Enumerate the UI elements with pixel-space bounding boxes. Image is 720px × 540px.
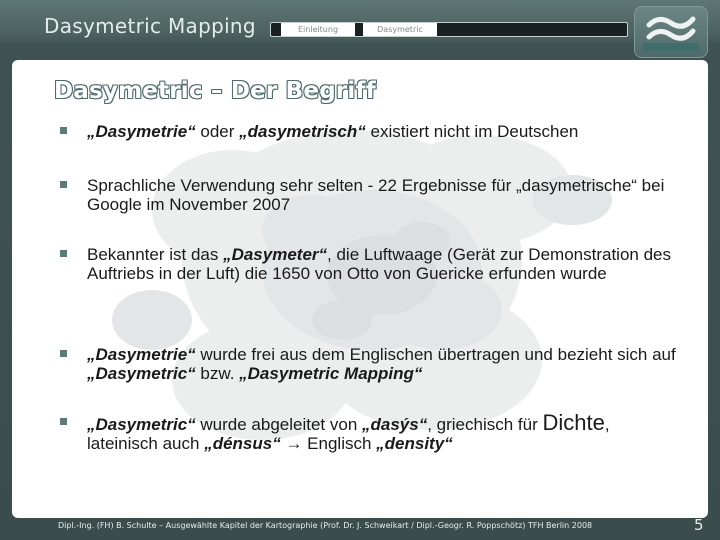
- square-bullet-icon: [60, 127, 67, 134]
- square-bullet-icon: [60, 350, 67, 357]
- section-nav-bar: [270, 22, 628, 37]
- bullet-item: [60, 345, 680, 383]
- nav-tab-dasymetric[interactable]: Dasymetric: [363, 23, 437, 36]
- wave-logo-icon: [634, 6, 708, 58]
- presentation-title: Dasymetric Mapping: [44, 14, 256, 38]
- square-bullet-icon: [60, 181, 67, 188]
- square-bullet-icon: [60, 418, 67, 425]
- bullet-item: [60, 245, 680, 283]
- page-number: 5: [694, 516, 704, 534]
- dichte-term: Dichte: [542, 410, 605, 435]
- right-arrow-icon: →: [285, 434, 303, 453]
- bullet-item: [60, 176, 680, 214]
- footer-credit: Dipl.-Ing. (FH) B. Schulte – Ausgewählte Kapitel der Kartographie (Prof. Dr. J. Schweikart / Dipl.-Geogr. R. Poppschötz) TFH Berlin 2008: [58, 521, 593, 530]
- bullet-text: „Dasymetrie“ wurde frei aus dem Englischen übertragen und bezieht sich auf „Dasymetric“ bzw. „Dasymetric Mapping“: [87, 345, 676, 383]
- bullet-item: [60, 122, 680, 141]
- bullet-text: „Dasymetric“ wurde abgeleitet von „dasýs“, griechisch für Dichte, lateinisch auch „dénsus“ → Englisch „density“: [87, 410, 610, 453]
- bullet-item: [60, 410, 680, 453]
- bullet-text: „Dasymetrie“ oder „dasymetrisch“ existiert nicht im Deutschen: [87, 122, 579, 141]
- square-bullet-icon: [60, 250, 67, 257]
- slide-title: Dasymetric – Der Begriff: [54, 78, 376, 104]
- bullet-text: Sprachliche Verwendung sehr selten - 22 Ergebnisse für „dasymetrische“ bei Google im November 2007: [87, 176, 665, 214]
- bullet-text: Bekannter ist das „Dasymeter“, die Luftwaage (Gerät zur Demonstration des Auftriebs in der Luft) die 1650 von Otto von Guericke erfunden wurde: [87, 245, 671, 283]
- nav-tab-einleitung[interactable]: Einleitung: [281, 23, 355, 36]
